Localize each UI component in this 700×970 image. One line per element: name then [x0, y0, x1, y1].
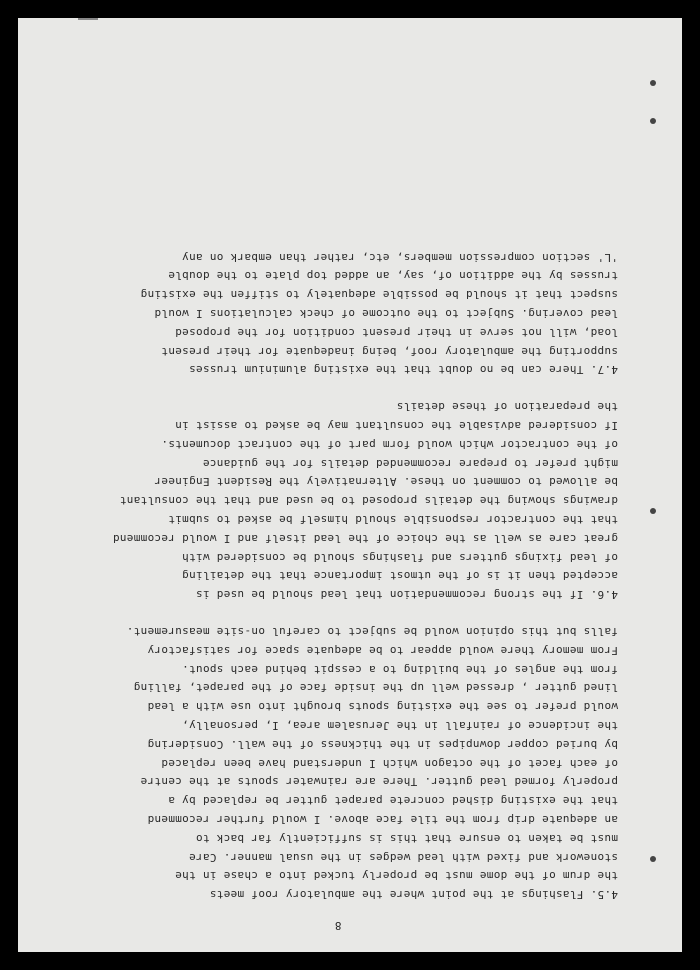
text-line: an adequate drip from the tile face above. I would further recommend [147, 813, 618, 827]
text-line: If considered advisable the consultant may be asked to assist in [174, 419, 618, 433]
text-line: From memory there would appear to be adequate space for satisfactory [147, 643, 618, 657]
paragraphs [58, 247, 618, 903]
text-line: 4.6. If the strong recommendation that lead should be used is [195, 588, 618, 602]
text-line: suspect that it should be possible adequately to stiffen the existing [140, 288, 618, 302]
text-line: 4.7. There can be no doubt that the existing aluminium trusses [188, 363, 618, 377]
text-line: must be taken to ensure that this is sufficiently far back to [195, 831, 618, 845]
text-line: falls but this opinion would be subject to careful on-site measurement. [126, 625, 618, 639]
text-line: that the contractor responsible should himself be asked to submit [168, 513, 618, 527]
text-line: by buried copper downpipes in the thickness of the wall. Considering [147, 737, 618, 751]
text-line: be allowed to comment on these. Alternatively the Resident Engineer [154, 475, 618, 489]
text-line: of lead fixings gutters and flashings should be considered with [181, 550, 618, 564]
page-number: 8 [334, 919, 342, 932]
paragraph-4-6 [58, 396, 618, 603]
text-line: the incidence of rainfall in the Jerusalem area, I, personally, [181, 719, 618, 733]
text-line: might prefer to prepare recommended details for the guidance [202, 456, 618, 470]
text-line: great care as well as the choice of the lead itself and I would recommend [112, 531, 618, 545]
text-line: lined gutter , dressed well up the inside face of the parapet, falling [133, 681, 618, 695]
text-line: load, will not serve in their present condition for the proposed [174, 325, 618, 339]
text-line: trusses by the addition of, say, an added top plate to the double [168, 269, 618, 283]
typed-text [58, 229, 618, 934]
text-line: of each facet of the octagon which I understand have been replaced [161, 756, 618, 770]
text-line: of the contractor which would form part of the contract documents. [161, 437, 618, 451]
paragraph-4-5 [58, 621, 618, 903]
paragraph-4-7 [58, 247, 618, 379]
text-line: 'L' section compression members, etc, rather than embark on any [181, 250, 618, 264]
text-line: supporting the ambulatory roof, being inadequate for their present [161, 344, 618, 358]
document-page [18, 18, 682, 952]
text-line: accepted then it is of the utmost importance that the detailing [181, 569, 618, 583]
text-line: the preparation of these details [396, 400, 618, 414]
text-line: properly formed lead gutter. There are rainwater spouts at the centre [140, 775, 618, 789]
text-line: from the angles of the building to a cesspit behind each spout. [181, 662, 618, 676]
text-line: lead covering. Subject to the outcome of check calculations I would [154, 307, 618, 321]
upside-down-content [18, 18, 682, 952]
text-line: would prefer to see the existing spouts brought into use with a lead [147, 700, 618, 714]
text-line: that the existing dished concrete parapet gutter be replaced by a [168, 794, 618, 808]
text-line: stonework and fixed with lead wedges in the usual manner. Care [188, 850, 618, 864]
text-line: 4.5. Flashings at the point where the ambulatory roof meets [209, 888, 618, 902]
text-line: the drum of the dome must be properly tucked into a chase in the [174, 869, 618, 883]
text-line: drawings showing the details proposed to be used and that the consultant [119, 494, 618, 508]
